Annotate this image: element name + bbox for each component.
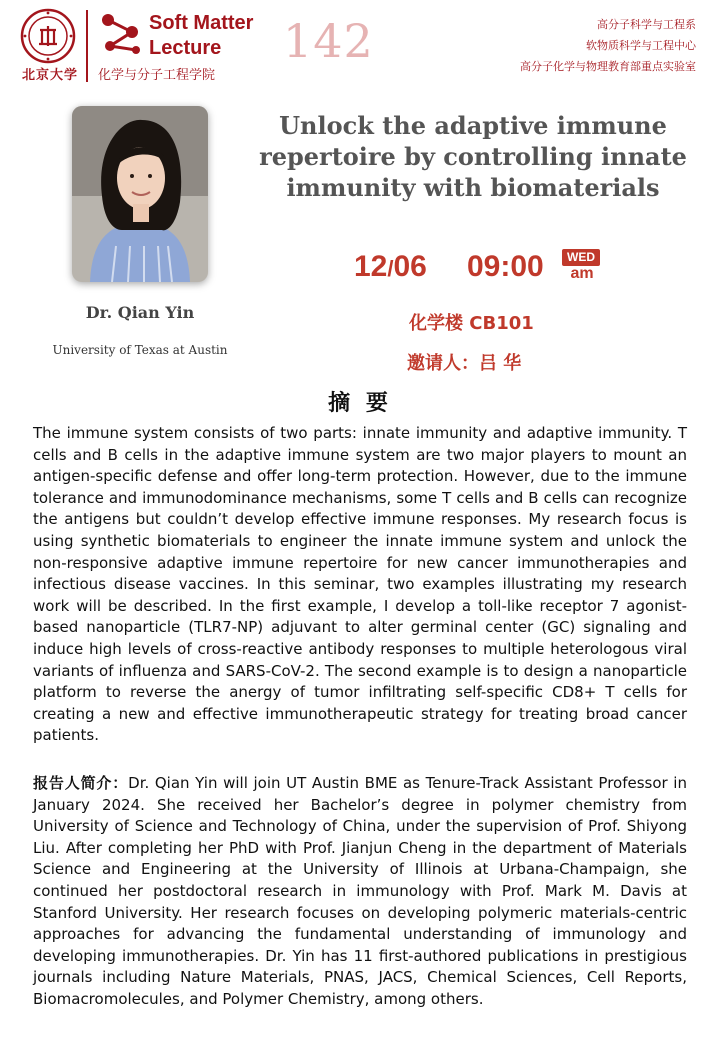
speaker-portrait-icon — [72, 106, 208, 282]
university-name: 北京大学 — [22, 68, 79, 83]
speaker-affiliation: University of Texas at Austin — [52, 343, 228, 357]
talk-title: Unlock the adaptive immune repertoire by controlling innate immunity with biomaterials — [259, 111, 687, 202]
talk-venue: 化学楼 CB101 — [409, 313, 534, 334]
talk-time: 09:00 — [467, 250, 544, 283]
date-separator: / — [387, 256, 394, 281]
college-name: 化学与分子工程学院 — [98, 68, 216, 83]
lecture-series-name: Soft Matter Lecture — [149, 12, 254, 59]
molecule-icon — [98, 10, 144, 56]
talk-date — [354, 250, 427, 284]
abstract-text: The immune system consists of two parts: innate immunity and adaptive immunity. T cells and B cells in the adaptive immune system are two major players to mount an antigen-specific defense and offer long-term protection. However, due to the immune tolerance and immunodominance mechanisms, some T cells and B cells can recognize the antigens but couldn’t develop effective immune responses. My research focus is using synthetic biomaterials to engineer the innate immune system and unlock the non-responsive adaptive immune repertoire for new cancer immunotherapies and infectious disease vaccines. In this seminar, two examples illustrating my research work will be described. In the first example, I develop a toll-like receptor 7 agonist-based nanoparticle (TLR7-NP) adjuvant to alter germinal center (GC) signaling and induce high levels of cross-reactive antibody responses to multiple heterologous viral variants of influenza and SARS-CoV-2. The second example is to design a nanoparticle platform to reverse the anergy of tumor infiltrating self-specific CD8+ T cells for creating a new and effective immunotherapeutic strategy for treating broad cancer patients. — [33, 424, 687, 745]
date-month: 12 — [354, 250, 388, 283]
date-day: 06 — [393, 250, 427, 283]
weekday-badge: WED — [562, 249, 600, 266]
department-item: 高分子科学与工程系 — [597, 18, 696, 31]
department-item: 高分子化学与物理教育部重点实验室 — [520, 60, 696, 73]
speaker-photo — [72, 106, 208, 282]
lecture-number: 142 — [283, 14, 374, 68]
department-item: 软物质科学与工程中心 — [586, 39, 696, 52]
speaker-name: Dr. Qian Yin — [85, 303, 195, 322]
speaker-bio — [33, 773, 687, 1011]
am-pm-label: am — [570, 265, 594, 282]
bio-label: 报告人简介： — [33, 774, 129, 792]
header-divider — [86, 10, 88, 82]
talk-host: 邀请人：吕 华 — [407, 353, 522, 374]
department-list — [520, 14, 696, 77]
abstract-heading: 摘 要 — [328, 391, 392, 416]
pku-seal-logo — [20, 8, 76, 64]
bio-text: Dr. Qian Yin will join UT Austin BME as Tenure-Track Assistant Professor in January 2024. She received her Bachelor’s degree in polymer chemistry from University of Science and Technology of China, under the supervision of Prof. Shiyong Liu. After completing her PhD with Prof. Jianjun Cheng in the department of Materials Science and Engineering at the University of Illinois at Urbana-Champaign, she continued her postdoctoral research in immunology with Prof. Mark M. Davis at Stanford University. Her research focuses on developing polymeric materials-centric approaches for advancing the fundamental understanding of immunology and developing immunotherapies. Dr. Yin has 11 first-authored publications in prestigious journals including Nature Materials, PNAS, JACS, Chemical Sciences, Cell Reports, Biomacromolecules, and Polymer Chemistry, among others. — [33, 774, 687, 1008]
